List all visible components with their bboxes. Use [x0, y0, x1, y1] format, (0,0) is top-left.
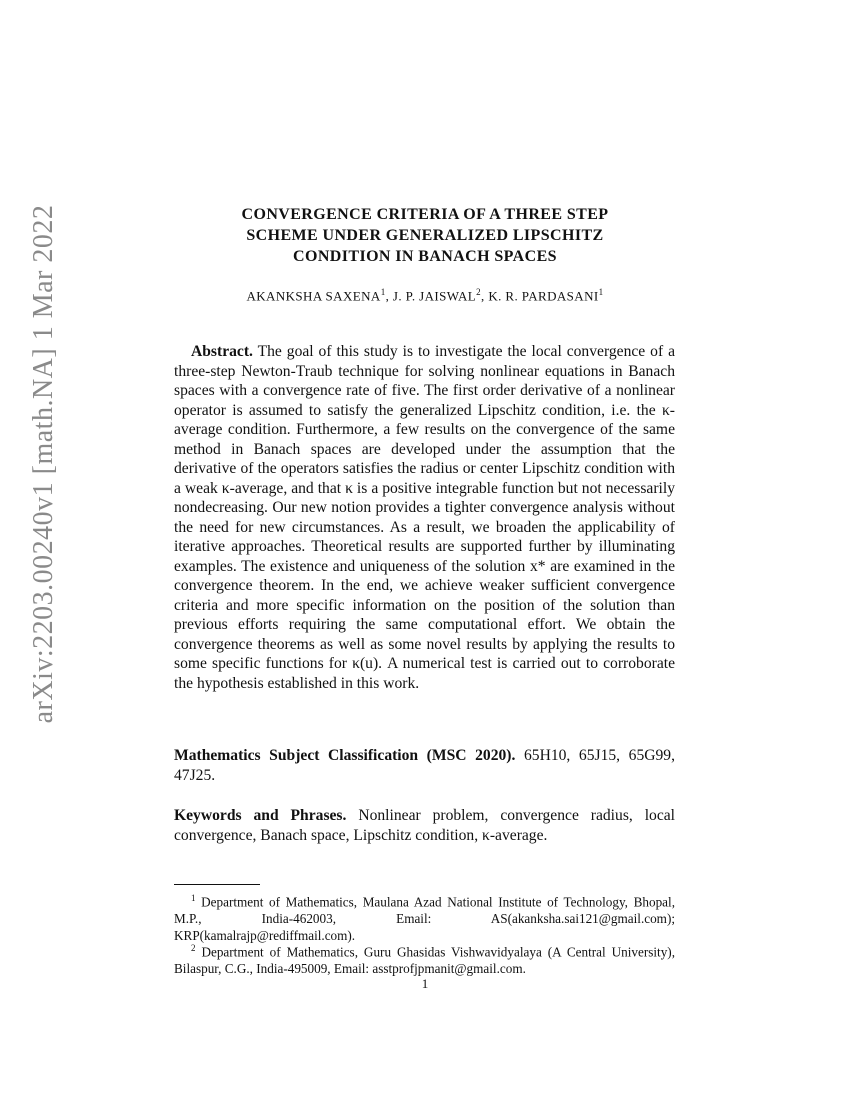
footnote-text: Department of Mathematics, Maulana Azad National Institute of Technology, Bhopal, M.P., India-462003, Email: AS(akanksha.sai121@gmail.com); KRP(kamalrajp@rediffmail.com). [174, 894, 676, 944]
abstract [174, 342, 675, 693]
msc-codes: 65H10, 65J15, 65G99, 47J25. [174, 747, 675, 784]
author-name: K. R. PARDASANI [488, 288, 599, 304]
title-line: SCHEME UNDER GENERALIZED LIPSCHITZ [246, 227, 604, 244]
title-line: CONVERGENCE CRITERIA OF A THREE STEP [241, 206, 609, 223]
footnote-mark: 2 [191, 943, 196, 953]
footnote-affiliation-1 [174, 890, 675, 944]
msc-classification [174, 746, 675, 785]
msc-heading: Mathematics Subject Classification (MSC 2020). [174, 747, 516, 764]
keywords-section [174, 806, 675, 845]
abstract-text: The goal of this study is to investigate the local convergence of a three-step Newton-Traub technique for solving nonlinear equations in Banach spaces with a convergence rate of five. The first order derivative of a nonlinear operator is assumed to satisfy the generalized Lipschitz condition, i.e. the κ-average condition. Furthermore, a few results on the convergence of the same method in Banach spaces are developed under the assumption that the derivative of the operators satisfies the radius or center Lipschitz condition with a weak κ-average, and that κ is a positive integrable function but not necessarily nondecreasing. Our new notion provides a tighter convergence analysis without the need for new circumstances. As a result, we broaden the applicability of iterative approaches. Theoretical results are supported further by illuminating examples. The existence and uniqueness of the solution x* are examined in the convergence theorem. In the end, we achieve weaker sufficient convergence criteria and more specific information on the position of the solution than previous efforts requiring the same computational effort. We obtain the convergence theorems as well as some novel results by applying the results to some specific functions for κ(u). A numerical test is carried out to corroborate the hypothesis established in this work. [174, 343, 675, 692]
author-name: J. P. JAISWAL [392, 288, 477, 304]
footnote-mark: 1 [191, 893, 196, 903]
author-affiliation-mark: 1 [598, 287, 604, 297]
author-name: AKANKSHA SAXENA [246, 288, 381, 304]
keywords-text: Nonlinear problem, convergence radius, local convergence, Banach space, Lipschitz condition, κ-average. [174, 807, 675, 844]
page-title [175, 204, 675, 267]
arxiv-identifier-stamp: arXiv:2203.00240v1 [math.NA] 1 Mar 2022 [28, 204, 59, 724]
footnote-text: Department of Mathematics, Guru Ghasidas Vishwavidyalaya (A Central University), Bilaspur, C.G., India-495009, Email: asstprofjpmanit@gmail.com. [174, 944, 676, 977]
page-number: 1 [421, 976, 429, 991]
abstract-heading: Abstract. [191, 343, 253, 360]
keywords-heading: Keywords and Phrases. [174, 807, 347, 824]
author-affiliation-mark: 2 [476, 287, 482, 297]
footnote-divider [174, 884, 260, 885]
author-affiliation-mark: 1 [380, 287, 386, 297]
author-list: AKANKSHA SAXENA$^1$, J. P. JAISWAL$^2$, K. R. PARDASANI$^1$ [246, 287, 604, 304]
title-line: CONDITION IN BANACH SPACES [293, 248, 557, 265]
footnote-affiliation-2 [174, 940, 675, 977]
